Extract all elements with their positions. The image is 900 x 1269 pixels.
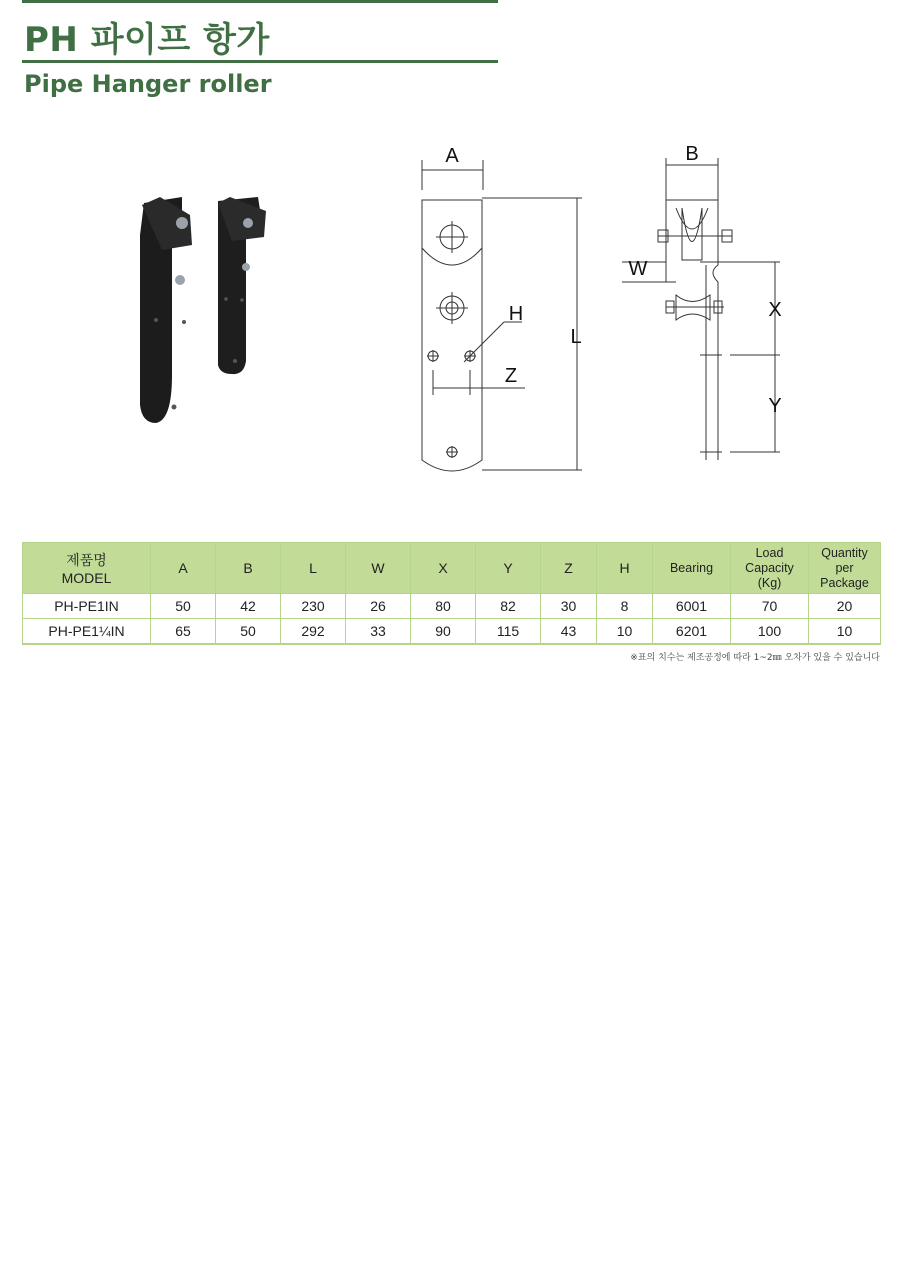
cell-w: 33 [346,619,411,645]
product-photo [120,175,300,440]
table-row [23,594,881,619]
cell-load: 100 [731,619,809,645]
header-qty-line1: Quantity [821,545,868,560]
large-hanger-bolt [175,275,185,285]
cell-w: 26 [346,594,411,619]
label-b: B [685,143,699,165]
spec-table [22,542,881,645]
header-w: W [346,543,411,594]
cell-bearing: 6001 [653,594,731,619]
cell-z: 30 [541,594,597,619]
label-l: L [570,326,582,348]
label-a: A [445,145,459,167]
header-model [23,543,151,594]
header-h: H [597,543,653,594]
small-roller-bolt [243,218,253,228]
header-qty-line2: per [835,560,854,575]
cell-l: 230 [281,594,346,619]
cell-x: 80 [411,594,476,619]
tolerance-note: ※표의 치수는 제조공정에 따라 1~2㎜ 오차가 있을 수 있습니다 [630,653,880,663]
dimension-diagram [400,130,820,490]
cell-model: PH-PE1IN [23,594,151,619]
cell-bearing: 6201 [653,619,731,645]
cell-b: 42 [216,594,281,619]
cell-y: 82 [476,594,541,619]
cell-load: 70 [731,594,809,619]
label-z: Z [504,365,518,387]
cell-b: 50 [216,619,281,645]
large-roller-bolt [176,217,188,229]
table-row [23,619,881,645]
header-model-en: MODEL [61,570,112,586]
page-title-korean: PH 파이프 항가 [24,20,270,60]
header-y: Y [476,543,541,594]
cell-qty: 20 [809,594,881,619]
cell-h: 8 [597,594,653,619]
header-l: L [281,543,346,594]
header-a: A [151,543,216,594]
cell-a: 50 [151,594,216,619]
small-hanger-bolt [242,263,250,271]
header-load-capacity [731,543,809,594]
cell-x: 90 [411,619,476,645]
header-model-ko: 제품명 [66,552,107,568]
header-quantity [809,543,881,594]
page-title-english: Pipe Hanger roller [24,70,272,98]
cell-a: 65 [151,619,216,645]
label-w: W [628,258,648,280]
cell-model: PH-PE1¼IN [23,619,151,645]
label-h: H [508,303,524,325]
header-qty-line3: Package [820,575,869,590]
header-load-line2: Capacity [745,560,794,575]
spec-table-header [23,543,881,594]
header-bearing: Bearing [653,543,731,594]
cell-z: 43 [541,619,597,645]
header-x: X [411,543,476,594]
cell-y: 115 [476,619,541,645]
cell-qty: 10 [809,619,881,645]
header-b: B [216,543,281,594]
label-x: X [768,299,782,321]
title-underline [22,60,498,63]
label-y: Y [768,395,782,417]
cell-h: 10 [597,619,653,645]
cell-l: 292 [281,619,346,645]
header-load-line3: (Kg) [757,575,782,590]
top-rule [22,0,498,3]
header-z: Z [541,543,597,594]
header-load-line1: Load [755,545,784,560]
